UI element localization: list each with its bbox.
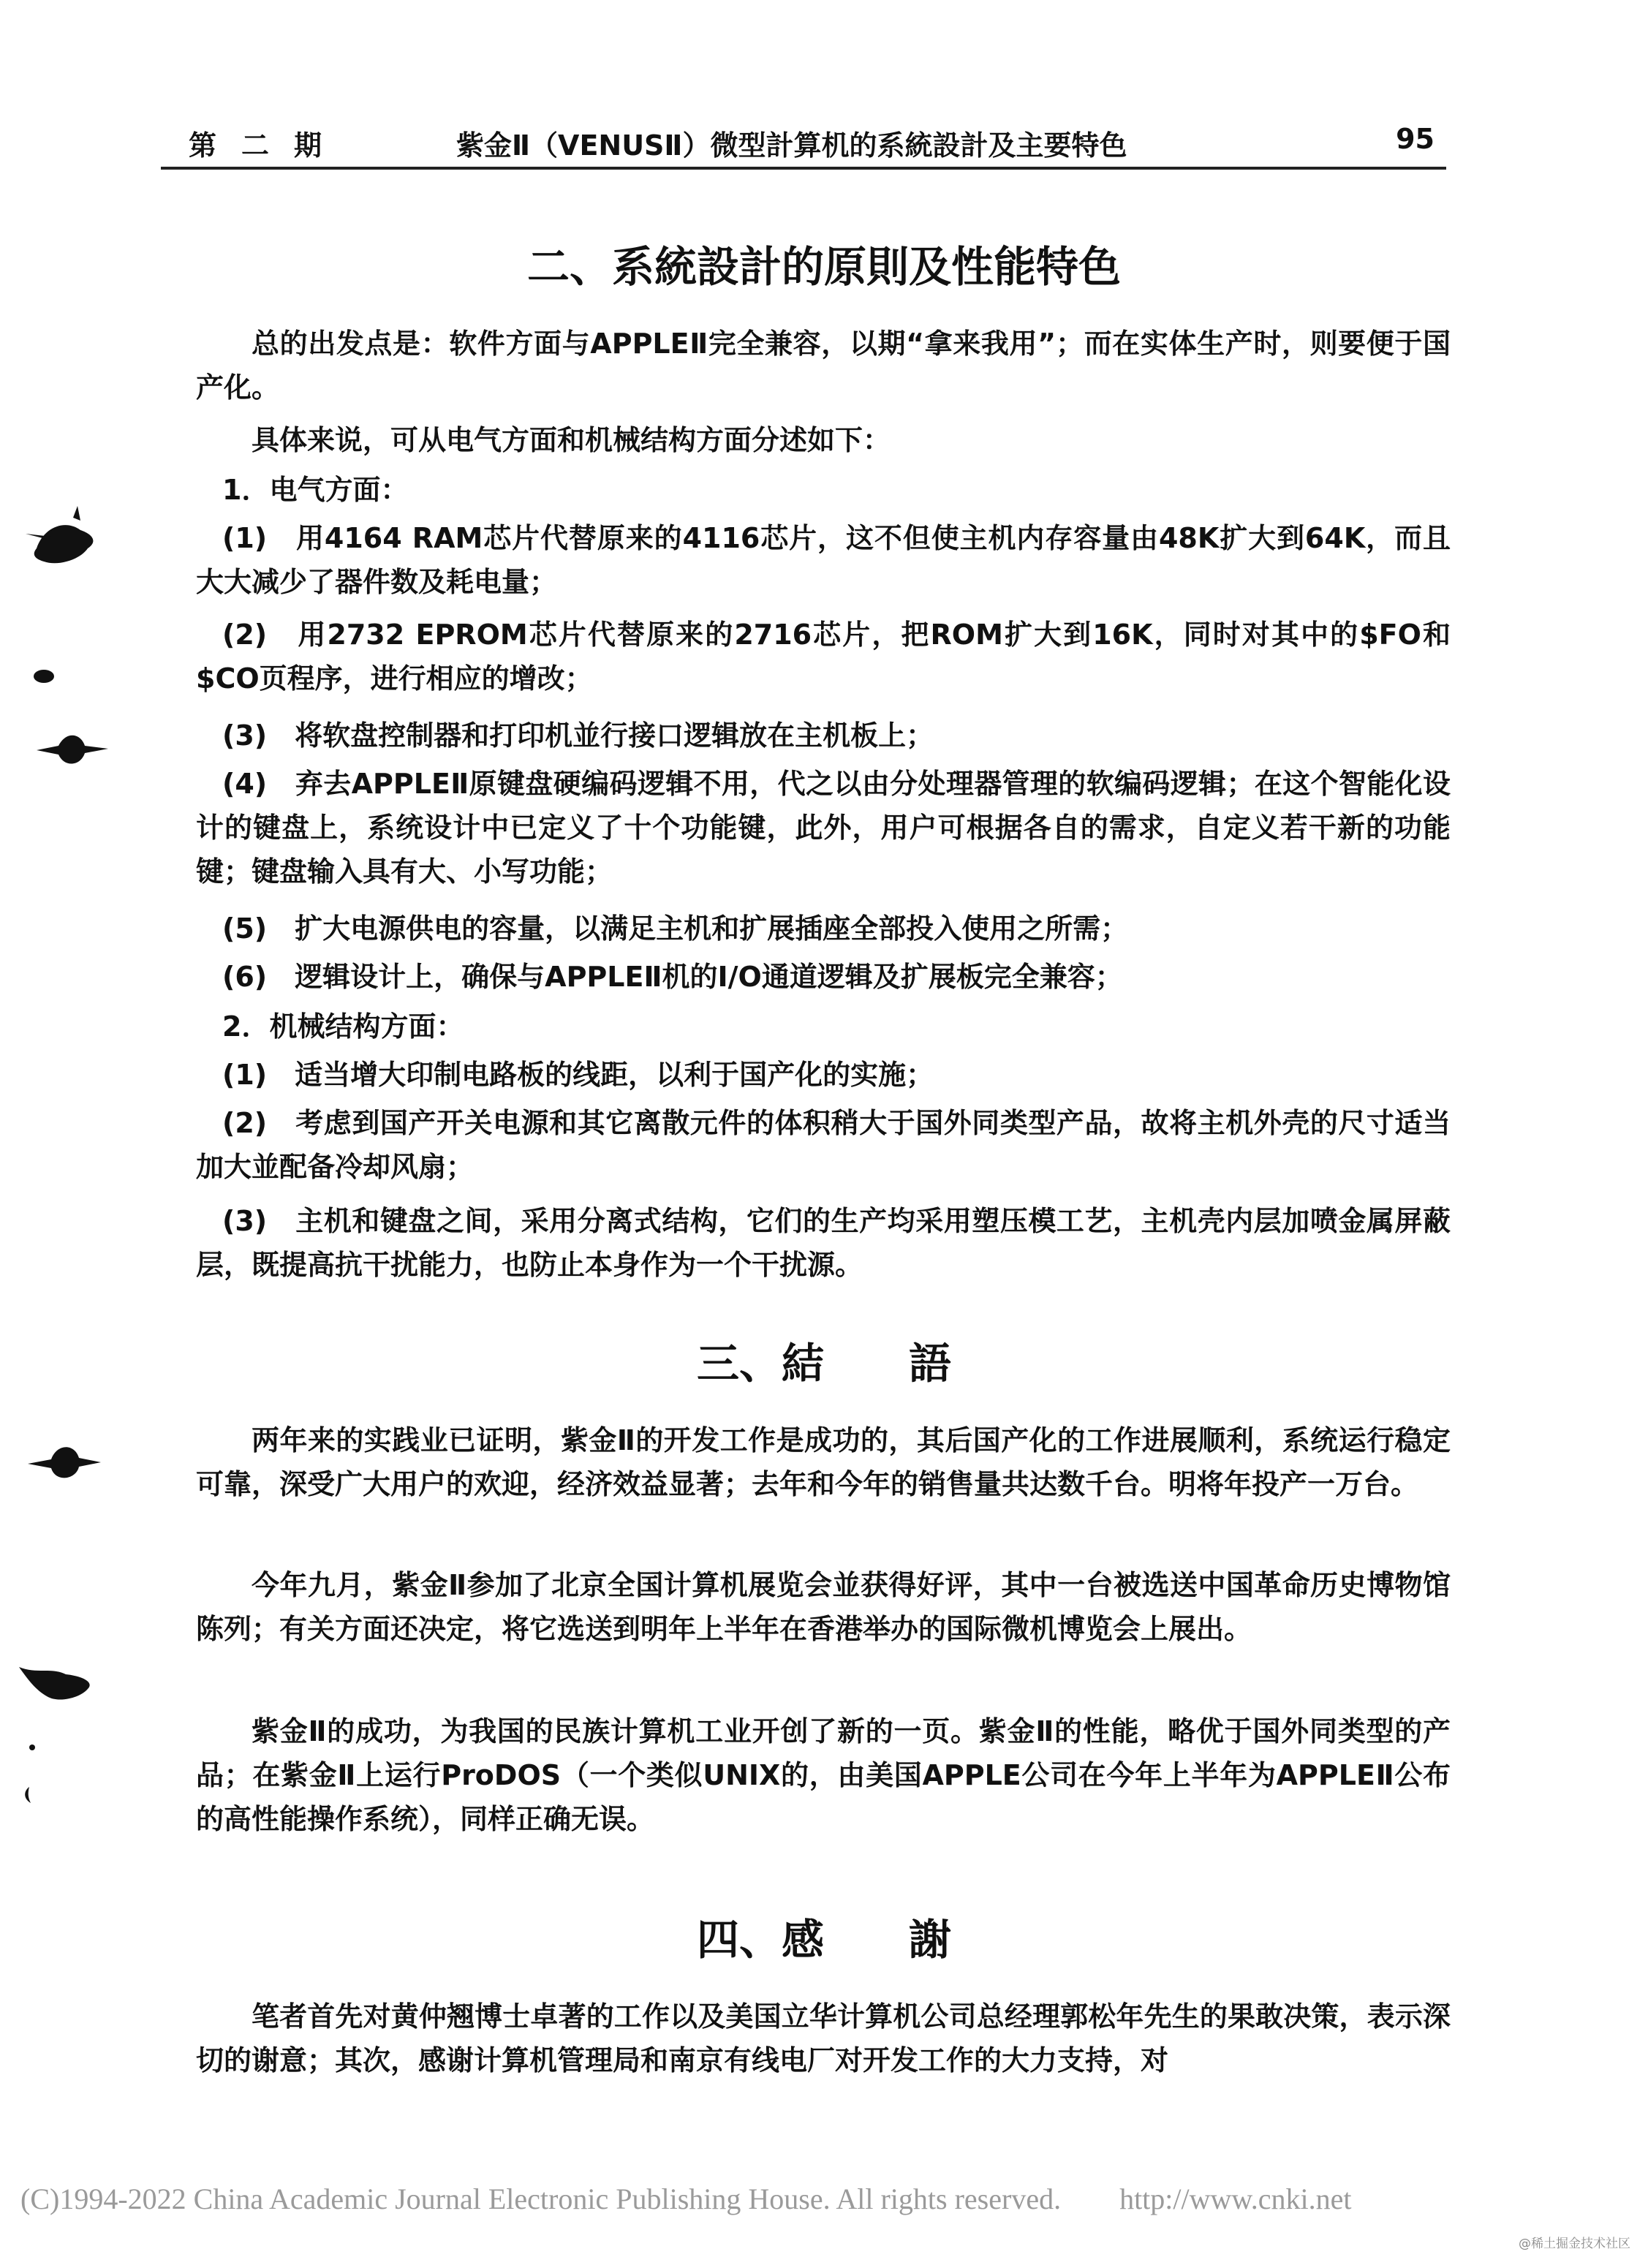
issue-label: 第二期 [189, 129, 347, 162]
section-heading-conclusion: 三、結 語 [696, 1339, 951, 1388]
mechanical-subsection-title: 2．机械结构方面： [222, 1010, 464, 1043]
list-item: (6) 逻辑设计上，确保与APPLEⅡ机的I/O通道逻辑及扩展板完全兼容； [222, 961, 1123, 993]
list-item: (4) 弃去APPLEⅡ原键盘硬编码逻辑不用，代之以由分处理器管理的软编码逻辑；在这个智能化设计的键盘上，系统设计中已定义了十个功能键，此外，用户可根据各自的需求，自定义若干新的功能键；键盘输入具有大、小写功能； [196, 768, 1451, 888]
list-item: (2) 用2732 EPROM芯片代替原来的2716芯片，把ROM扩大到16K，同时对其中的$FO和$CO页程序，进行相应的增改； [196, 619, 1451, 695]
section-heading-design-principles: 二、系統設計的原則及性能特色 [526, 242, 1121, 292]
lead-paragraph: 具体来说，可从电气方面和机械结构方面分述如下： [252, 424, 891, 456]
page-number: 95 [1396, 123, 1435, 155]
list-item: (1) 适当增大印制电路板的线距，以利于国产化的实施； [222, 1059, 934, 1091]
acknowledgement-paragraph: 笔者首先对黄仲翘博士卓著的工作以及美国立华计算机公司总经理郭松年先生的果敢决策，表示深切的谢意；其次，感谢计算机管理局和南京有线电厂对开发工作的大力支持，对 [196, 2000, 1451, 2076]
list-item: (3) 将软盘控制器和打印机並行接口逻辑放在主机板上； [222, 719, 934, 752]
ink-blot [22, 1433, 102, 1492]
conclusion-paragraph: 两年来的实践业已证明，紫金Ⅱ的开发工作是成功的，其后国产化的工作进展顺利，系统运行稳定可靠，深受广大用户的欢迎，经济效益显著；去年和今年的销售量共达数千台。明将年投产一万台。 [196, 1424, 1451, 1500]
section-heading-acknowledgements: 四、感 謝 [696, 1915, 951, 1965]
ink-blot [20, 1784, 42, 1806]
electrical-subsection-title: 1．电气方面： [222, 474, 409, 506]
ink-blot [25, 1740, 39, 1755]
intro-paragraph: 总的出发点是：软件方面与APPLEⅡ完全兼容，以期“拿来我用”；而在实体生产时，则要便于国产化。 [196, 328, 1451, 404]
ink-blot [15, 1652, 102, 1711]
conclusion-paragraph: 今年九月，紫金Ⅱ参加了北京全国计算机展览会並获得好评，其中一台被选送中国革命历史博物馆陈列；有关方面还决定，将它选送到明年上半年在香港举办的国际微机博览会上展出。 [196, 1569, 1451, 1645]
list-item: (5) 扩大电源供电的容量，以满足主机和扩展插座全部投入使用之所需； [222, 912, 1129, 945]
conclusion-paragraph: 紫金Ⅱ的成功，为我国的民族计算机工业开创了新的一页。紫金Ⅱ的性能，略优于国外同类型的产品；在紫金Ⅱ上运行ProDOS（一个类似UNIX的，由美国APPLE公司在今年上半年为APPLEⅡ公布的高性能操作系统），同样正确无误。 [196, 1715, 1451, 1835]
ink-blot [29, 665, 58, 687]
list-item: (2) 考虑到国产开关电源和其它离散元件的体积稍大于国外同类型产品，故将主机外壳的尺寸适当加大並配备冷却风扇； [196, 1107, 1451, 1183]
header-divider [161, 167, 1446, 170]
list-item: (1) 用4164 RAM芯片代替原来的4116芯片，这不但使主机内存容量由48K扩大到64K，而且大大减少了器件数及耗电量； [196, 522, 1451, 598]
running-header [174, 118, 1439, 162]
copyright-footer: (C)1994-2022 China Academic Journal Electronic Publishing House. All rights reserved. http://www.cnki.net [20, 2182, 1352, 2215]
watermark: @稀土掘金技术社区 [1519, 2237, 1630, 2251]
ink-blot [29, 724, 110, 775]
article-title: 紫金Ⅱ（VENUSⅡ）微型計算机的系統設計及主要特色 [456, 129, 1127, 162]
list-item: (3) 主机和键盘之间，采用分离式结构，它们的生产均采用塑压模工艺，主机壳内层加喷金属屏蔽层，既提高抗干扰能力，也防止本身作为一个干扰源。 [196, 1205, 1451, 1281]
ink-blot [22, 504, 102, 570]
